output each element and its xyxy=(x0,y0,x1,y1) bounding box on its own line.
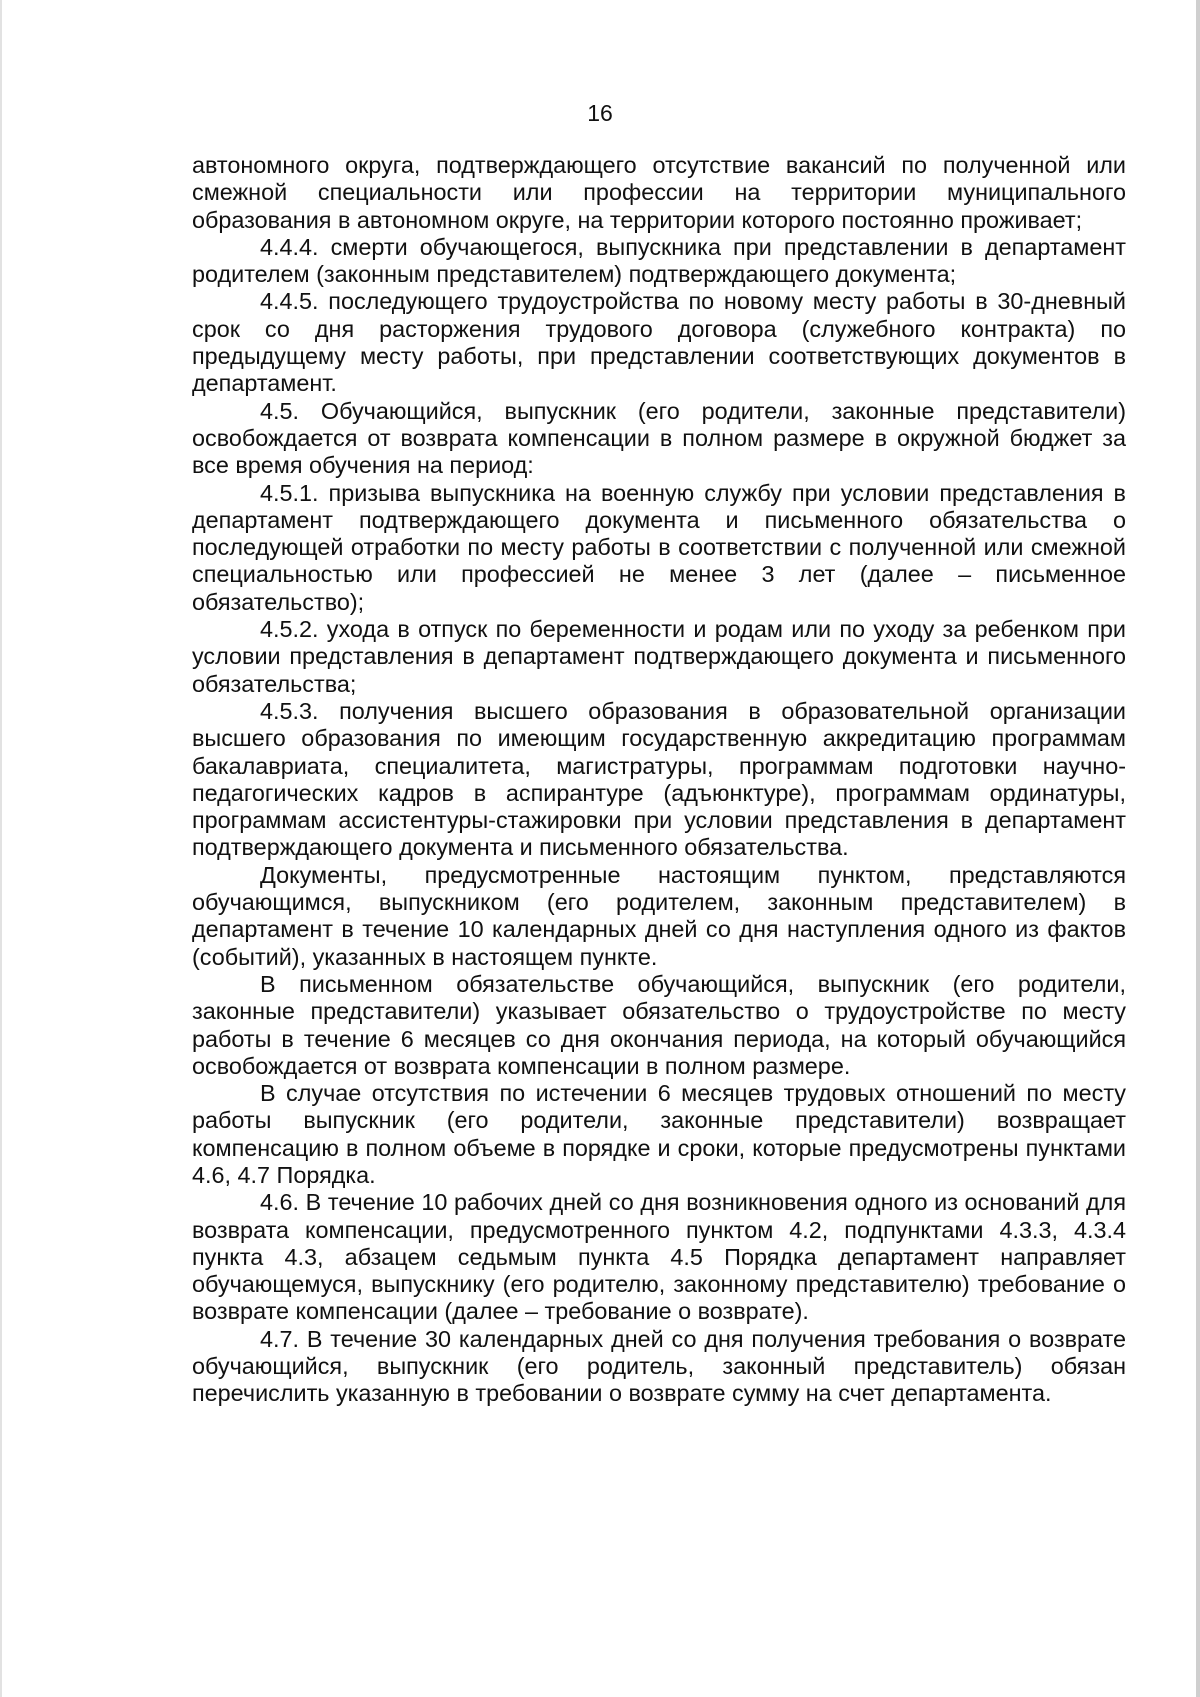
scan-edge-right xyxy=(1196,0,1200,1697)
paragraph-4-4-4: 4.4.4. смерти обучающегося, выпускника при представлении в департамент родителем (законным представителем) подтверждающего документа; xyxy=(192,233,1126,288)
paragraph-4-4-5: 4.4.5. последующего трудоустройства по новому месту работы в 30-дневный срок со дня расторжения трудового договора (служебного контракта) по предыдущему месту работы, при представлении соответствующих документов в департамент. xyxy=(192,288,1126,397)
paragraph-4-6: 4.6. В течение 10 рабочих дней со дня возникновения одного из оснований для возврата компенсации, предусмотренного пунктом 4.2, подпунктами 4.3.3, 4.3.4 пункта 4.3, абзацем седьмым пункта 4.5 Порядка департамент направляет обучающемуся, выпускнику (его родителю, законному представителю) требование о возврате компенсации (далее – требование о возврате). xyxy=(192,1189,1126,1325)
paragraph-4-5-1: 4.5.1. призыва выпускника на военную службу при условии представления в департамент подтверждающего документа и письменного обязательства о последующей отработки по месту работы в соответствии с полученной или смежной специальностью или профессией не менее 3 лет (далее – письменное обязательство); xyxy=(192,479,1126,615)
paragraph-4-5-2: 4.5.2. ухода в отпуск по беременности и родам или по уходу за ребенком при условии представления в департамент подтверждающего документа и письменного обязательства; xyxy=(192,616,1126,697)
paragraph-4-5-3: 4.5.3. получения высшего образования в образовательной организации высшего образования по имеющим государственную аккредитацию программам бакалавриата, специалитета, магистратуры, программам подготовки научно-педагогических кадров в аспирантуре (адъюнктуре), программам ординатуры, программам ассистентуры-стажировки при условии представления в департамент подтверждающего документа и письменного обязательства. xyxy=(192,697,1126,861)
paragraph-documents: Документы, предусмотренные настоящим пунктом, представляются обучающимся, выпускником (его родителем, законным представителем) в департамент в течение 10 календарных дней со дня наступления одного из фактов (событий), указанных в настоящем пункте. xyxy=(192,861,1126,970)
paragraph-4-7: 4.7. В течение 30 календарных дней со дня получения требования о возврате обучающийся, выпускник (его родитель, законный представитель) обязан перечислить указанную в требовании о возврате сумму на счет департамента. xyxy=(192,1325,1126,1407)
document-body xyxy=(192,152,1126,1408)
paragraph-written-obligation: В письменном обязательстве обучающийся, выпускник (его родители, законные представители) указывает обязательство о трудоустройстве по месту работы в течение 6 месяцев со дня окончания периода, на который обучающийся освобождается от возврата компенсации в полном размере. xyxy=(192,970,1126,1079)
paragraph-absence-case: В случае отсутствия по истечении 6 месяцев трудовых отношений по месту работы выпускник (его родители, законные представители) возвращает компенсацию в полном объеме в порядке и сроки, которые предусмотрены пунктами 4.6, 4.7 Порядка. xyxy=(192,1080,1126,1188)
paragraph-4-5: 4.5. Обучающийся, выпускник (его родители, законные представители) освобождается от возврата компенсации в полном размере в окружной бюджет за все время обучения на период: xyxy=(192,397,1126,479)
page-number: 16 xyxy=(587,100,613,126)
paragraph-continuation: автономного округа, подтверждающего отсутствие вакансий по полученной или смежной специальности или профессии на территории муниципального образования в автономном округе, на территории которого постоянно проживает; xyxy=(192,152,1126,233)
scan-edge-left xyxy=(0,0,2,1697)
